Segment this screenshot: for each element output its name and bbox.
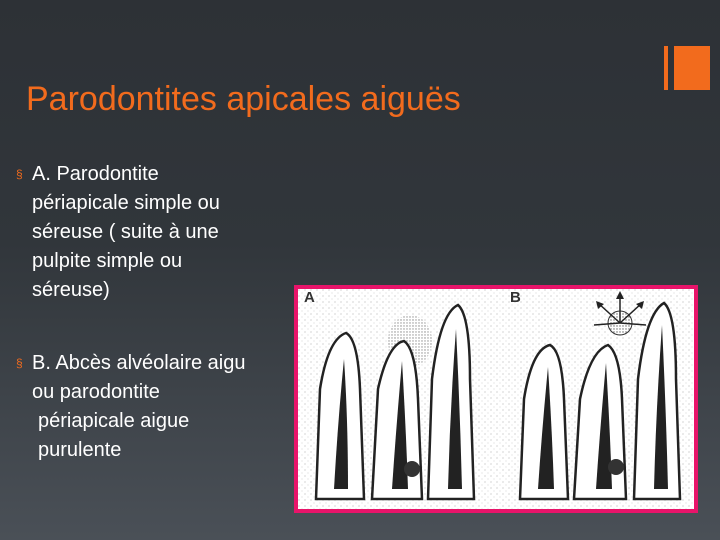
- bullet-b-line-3: périapicale aigue: [38, 410, 190, 432]
- caries-a2: [404, 461, 420, 477]
- slide-title: Parodontites apicales aiguës: [26, 80, 461, 118]
- bullet-a-line-5: séreuse): [32, 279, 110, 301]
- figure-frame: [294, 285, 698, 513]
- caries-b2: [608, 459, 624, 475]
- bullet-a-line-3: séreuse ( suite à une: [32, 221, 219, 243]
- bullet-marker-icon: §: [16, 356, 23, 370]
- bullet-b-line-4: purulente: [38, 439, 122, 461]
- bullet-a-line-2: périapicale simple ou: [32, 192, 220, 214]
- accent-bar: [664, 46, 668, 90]
- panel-b-label: B: [510, 289, 521, 306]
- bullet-item-b: [16, 349, 296, 465]
- tooth-illustration: [298, 289, 694, 509]
- bullet-a-line-4: pulpite simple ou: [32, 250, 183, 272]
- bullet-b-line-2: ou parodontite: [32, 381, 160, 403]
- bullet-marker-icon: §: [16, 167, 23, 181]
- tooth-diagram-svg: [298, 289, 694, 509]
- bullet-list: [16, 160, 296, 465]
- bullet-item-a: [16, 160, 296, 305]
- bullet-b-line-1: B. Abcès alvéolaire aigu: [32, 352, 246, 374]
- bullet-a-line-1: A. Parodontite: [32, 163, 159, 185]
- panel-a-label: A: [304, 289, 315, 306]
- accent-square: [674, 46, 710, 90]
